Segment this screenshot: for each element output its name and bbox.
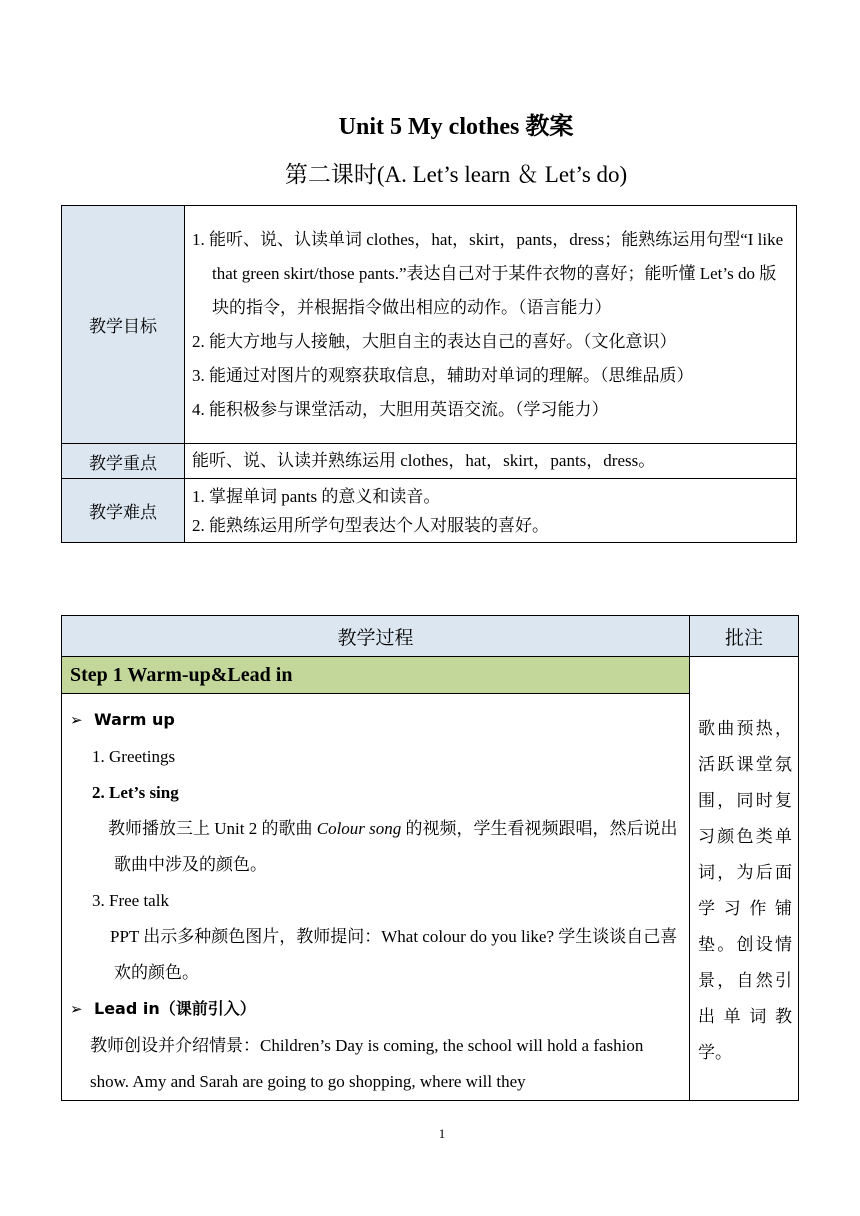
warmup-heading: ➢ Warm up	[70, 702, 681, 739]
leadin-text: 教师创设并介绍情景：Children’s Day is coming, the school will hold a fashion show. Amy and Sarah are going to go shopping, where will they	[90, 1036, 644, 1091]
objective-item: 3. 能通过对图片的观察获取信息，辅助对单词的理解。（思维品质）	[192, 365, 694, 385]
arrow-bullet-icon: ➢	[70, 1002, 83, 1018]
notes-cell: 歌曲预热，活跃课堂氛围，同时复习颜色类单词，为后面学习作铺垫。创设情景，自然引出单词教学。	[690, 657, 799, 1101]
key-points-label: 教学重点	[62, 444, 185, 479]
arrow-bullet-icon: ➢	[70, 713, 83, 729]
document-subtitle: 第二课时(A. Let’s learn ＆ Let’s do)	[284, 162, 628, 187]
step1-title: Step 1 Warm-up&Lead in	[62, 657, 690, 694]
step1-body	[62, 694, 690, 1101]
document-title: Unit 5 My clothes 教案	[338, 114, 574, 140]
freetalk-title: 3. Free talk	[92, 891, 169, 910]
difficulties-label: 教学难点	[62, 479, 185, 543]
notes-header: 批注	[690, 616, 799, 657]
process-header: 教学过程	[62, 616, 690, 657]
key-points-text: 能听、说、认读并熟练运用 clothes，hat，skirt，pants，dress。	[185, 444, 797, 479]
freetalk-text: PPT 出示多种颜色图片，教师提问：What colour do you like? 学生谈谈自己喜欢的颜色。	[110, 927, 678, 982]
objective-item: 2. 能大方地与人接触，大胆自主的表达自己的喜好。（文化意识）	[192, 331, 677, 351]
sing-title: 2. Let’s sing	[92, 783, 179, 802]
page-number: 1	[438, 1126, 446, 1141]
sing-text: 教师播放三上 Unit 2 的歌曲 Colour song 的视频，学生看视频跟唱，然后说出歌曲中涉及的颜色。	[108, 819, 678, 874]
process-table	[61, 615, 799, 1101]
objectives-cell	[185, 206, 797, 444]
difficulty-item: 1. 掌握单词 pants 的意义和读音。	[192, 486, 441, 506]
objective-item: 1. 能听、说、认读单词 clothes，hat，skirt，pants，dress；能熟练运用句型“I like that green skirt/those pants.”表达自己对于某件衣物的喜好；能听懂 Let’s do 版块的指令，并根据指令做出相应的动作。（语言能力）	[192, 229, 784, 317]
difficulties-cell	[185, 479, 797, 543]
leadin-heading: ➢ Lead in（课前引入）	[70, 991, 681, 1028]
greetings-item: 1. Greetings	[92, 747, 176, 766]
objective-item: 4. 能积极参与课堂活动，大胆用英语交流。（学习能力）	[192, 399, 609, 419]
difficulty-item: 2. 能熟练运用所学句型表达个人对服装的喜好。	[192, 515, 549, 535]
goals-table	[61, 205, 797, 543]
objectives-label: 教学目标	[62, 206, 185, 444]
